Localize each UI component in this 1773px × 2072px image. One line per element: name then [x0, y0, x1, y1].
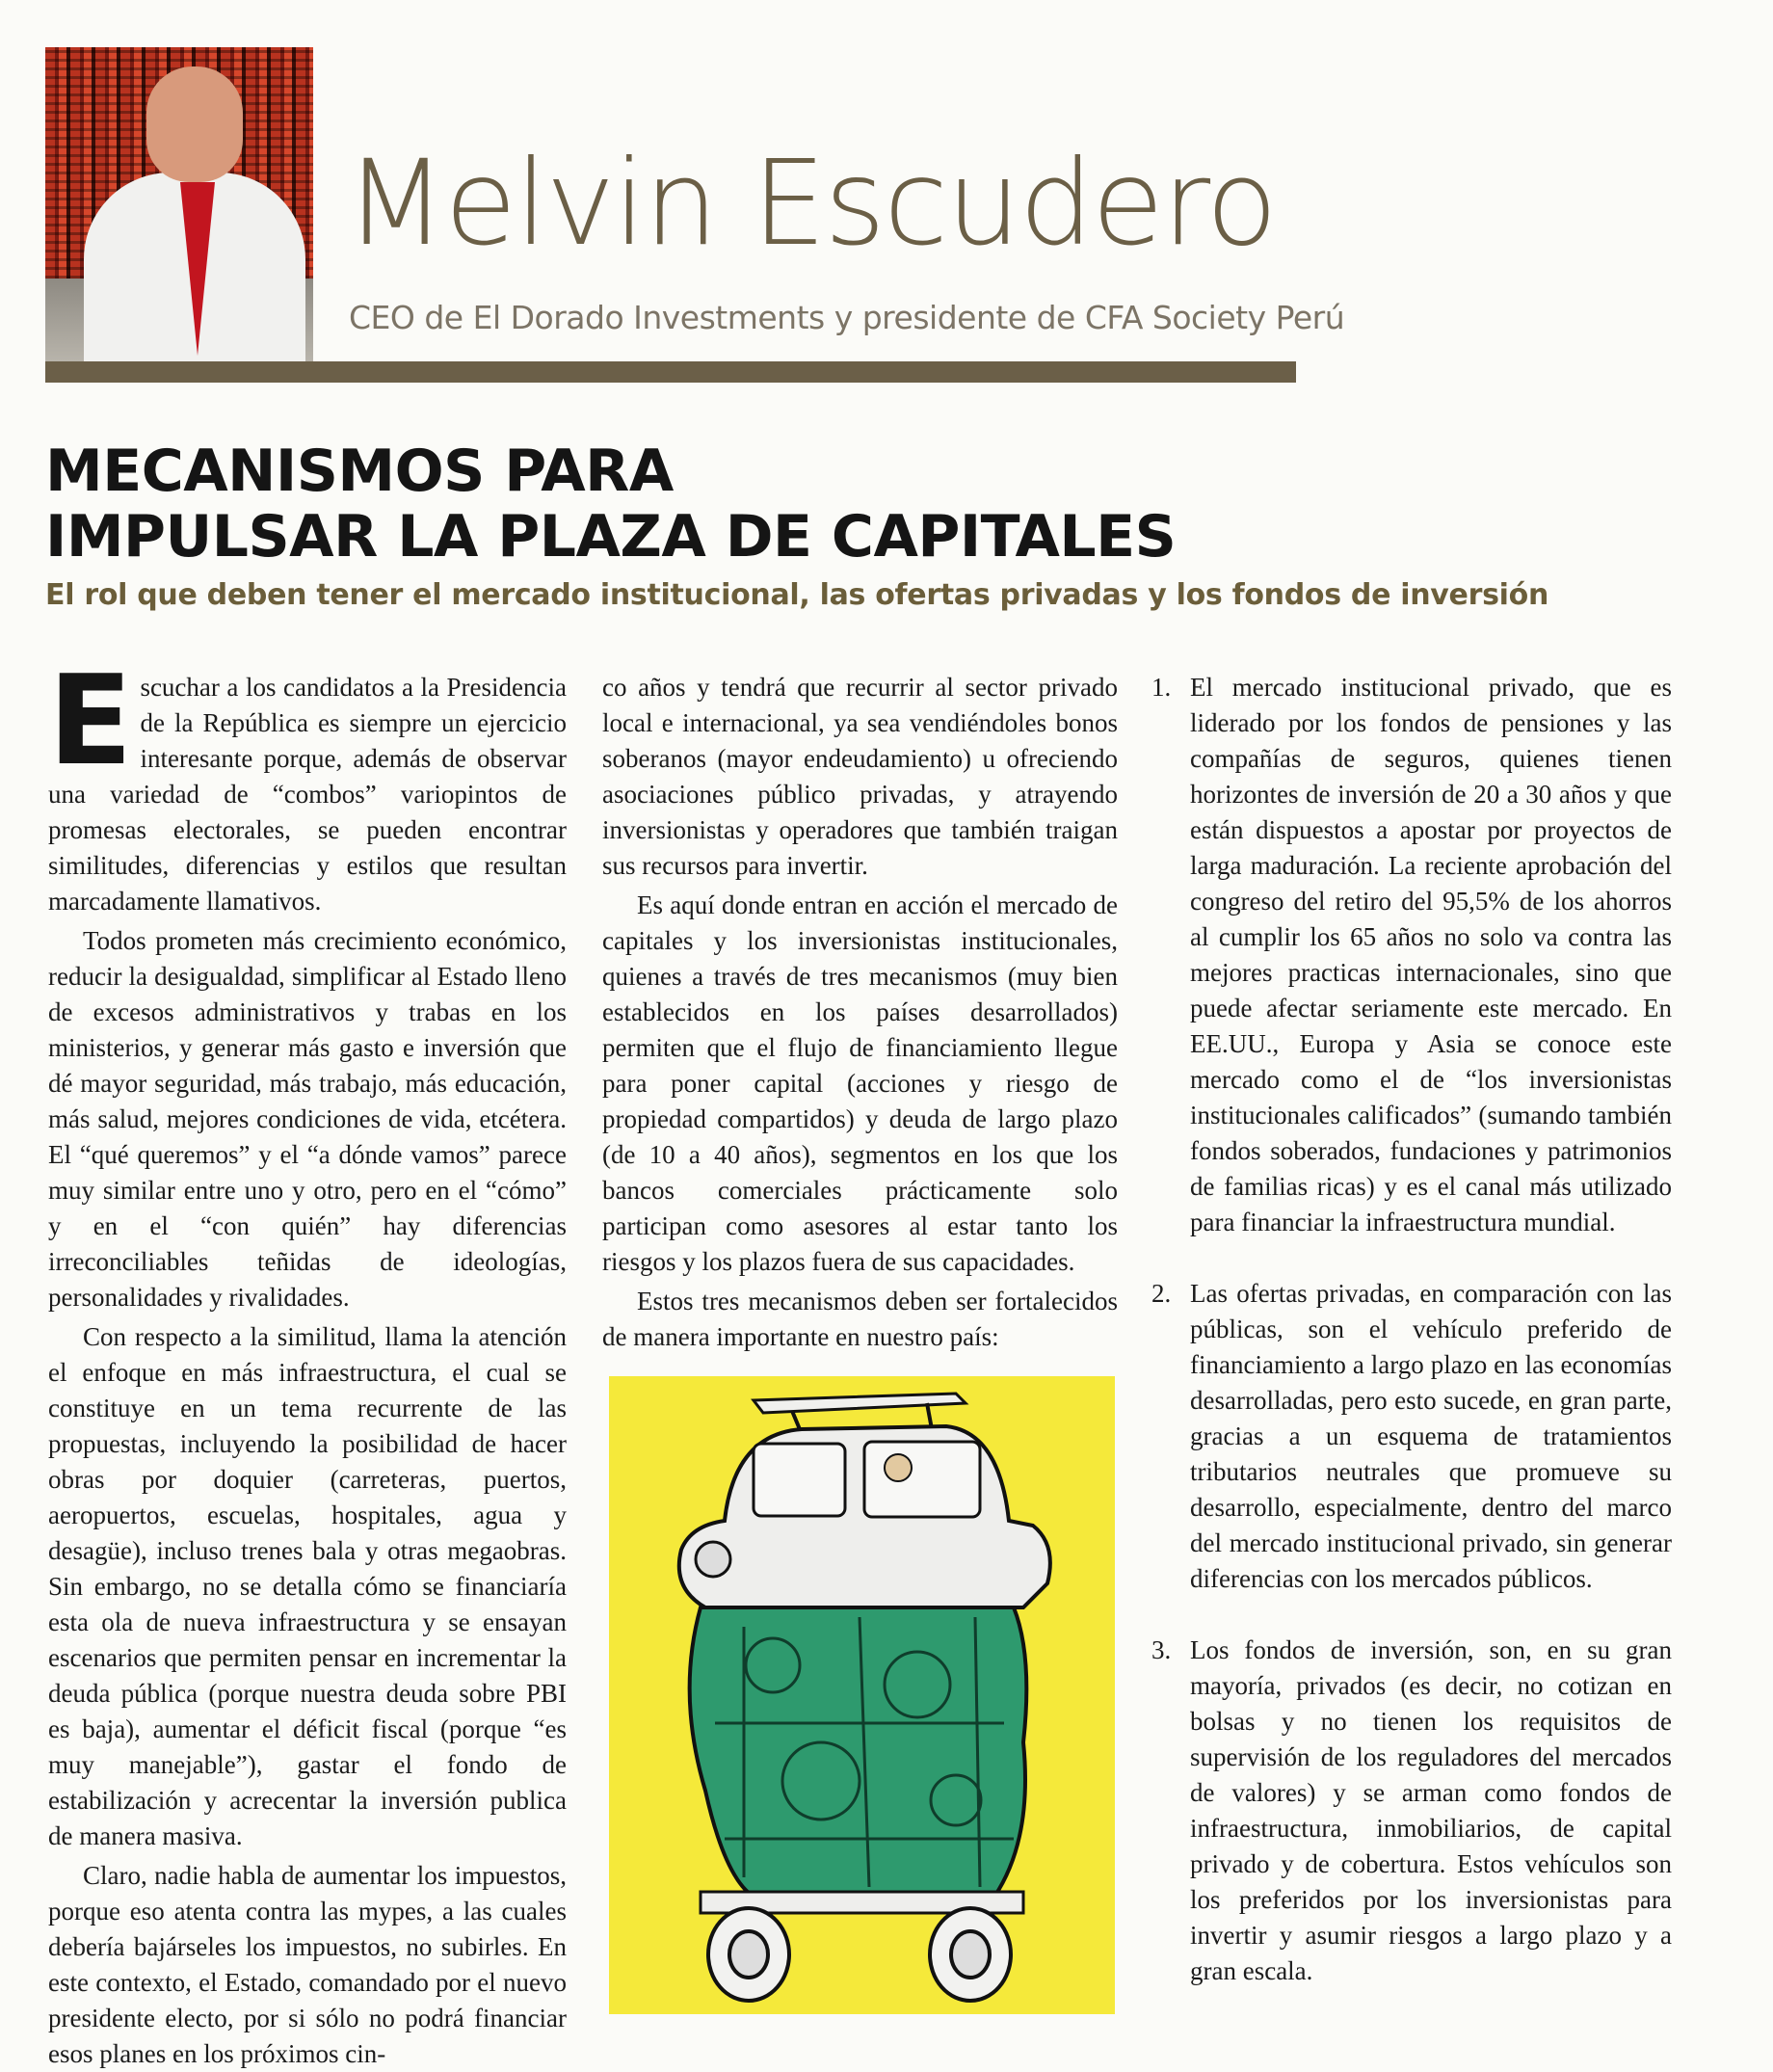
paragraph: Estos tres mecanismos deben ser fortalecidos de manera importante en nuestro país:: [602, 1287, 1118, 1351]
paragraph: Escuchar a los candidatos a la Presidencia de la República es siempre un ejercicio interesante porque, además de observar una variedad de “combos” variopintos de promesas electorales, se pueden encontrar similitudes, diferencias y estilos que resultan marcadamente llamativos.: [48, 650, 567, 916]
paragraph: Claro, nadie habla de aumentar los impuestos, porque eso atenta contra las mypes, a las cuales debería bajárseles los impuestos, no subirles. En este contexto, el Estado, comandado por el nuevo presidente electo, por si sólo no podrá financiar esos planes en los próximos cin-: [48, 1861, 567, 2068]
author-photo: [45, 47, 313, 361]
mechanisms-list: [1151, 670, 1672, 1989]
headline-line-2: IMPULSAR LA PLAZA DE CAPITALES: [45, 503, 1177, 571]
author-name: Melvin Escudero: [345, 135, 1277, 272]
subheadline: El rol que deben tener el mercado institucional, las ofertas privadas y los fondos de inversión: [45, 578, 1549, 612]
paragraph: co años y tendrá que recurrir al sector privado local e internacional, ya sea vendiéndoles bonos soberanos (mayor endeudamiento) u ofreciendo asociaciones público privadas, y atrayendo inversionistas y operadores que también traigan sus recursos para invertir.: [602, 673, 1118, 880]
car-engine-illustration: [609, 1376, 1115, 2014]
author-role: CEO de El Dorado Investments y presidente de CFA Society Perú: [349, 299, 1345, 336]
header-rule: [45, 361, 1296, 383]
paragraph: Es aquí donde entran en acción el mercado de capitales y los inversionistas institucionales, quienes a través de tres mecanismos (muy bien establecidos en los países desarrollados) permiten que el flujo de financiamiento llegue para poner capital (acciones y riesgo de propiedad compartidos) y deuda de largo plazo (de 10 a 40 años), segmentos en los que los bancos comerciales prácticamente solo participan como asesores al estar tanto los riesgos y los plazos fuera de sus capacidades.: [602, 890, 1118, 1276]
list-item: 2. Las ofertas privadas, en comparación con las públicas, son el vehículo preferido de financiamiento a largo plazo en las economías desarrolladas, pero esto sucede, en gran parte, gracias a un esquema de tratamientos tributarios neutrales que promueve su desarrollo, especialmente, dentro del marco del mercado institucional privado, sin generar diferencias con los mercados públicos.: [1151, 1279, 1672, 1593]
headline: [45, 438, 1176, 570]
drop-cap: E: [48, 650, 133, 793]
list-item: 3. Los fondos de inversión, son, en su gran mayoría, privados (es decir, no cotizan en bolsas y no tienen los requisitos de supervisión de los reguladores del mercados de valores) y se arman como fondos de infraestructura, inmobiliarios, de capital privado y de cobertura. Estos vehículos son los preferidos por los inversionistas para invertir y asumir riesgos a largo plazo y a gran escala.: [1151, 1635, 1672, 1985]
paragraph: Todos prometen más crecimiento económico, reducir la desigualdad, simplificar al Estado lleno de excesos administrativos y trabas en los ministerios, y generar más gasto e inversión que dé mayor seguridad, más trabajo, más educación, más salud, mejores condiciones de vida, etcétera. El “qué queremos” y el “a dónde vamos” parece muy similar entre uno y otro, pero en el “cómo” y en el “con quién” hay diferencias irreconciliables teñidas de ideologías, personalidades y rivalidades.: [48, 926, 567, 1312]
paragraph: Con respecto a la similitud, llama la atención el enfoque en más infraestructura, el cual se constituye en un tema recurrente de las propuestas, incluyendo la posibilidad de hacer obras por doquier (carreteras, puertos, aeropuertos, escuelas, hospitales, agua y desagüe), incluso trenes bala y otras megaobras. Sin embargo, no se detalla cómo se financiaría esta ola de nueva infraestructura y se ensayan escenarios que permiten pensar en incrementar la deuda pública (porque nuestra deuda sobre PBI es baja), aumentar el déficit fiscal (porque “es muy manejable”), gastar el fondo de estabilización y acrecentar la inversión publica de manera masiva.: [48, 1322, 567, 1850]
article-column-1: [48, 650, 567, 2072]
article-column-2: [602, 670, 1118, 1355]
headline-line-1: MECANISMOS PARA: [45, 438, 674, 505]
list-item: 1. El mercado institucional privado, que es liderado por los fondos de pensiones y las compañías de seguros, quienes tienen horizontes de inversión de 20 a 30 años y que están dispuestos a apostar por proyectos de larga maduración. La reciente aprobación del congreso del retiro del 95,5% de los ahorros al cumplir los 65 años no solo va contra las mejores practicas internacionales, sino que puede afectar seriamente este mercado. En EE.UU., Europa y Asia se conoce este mercado como el de “los inversionistas institucionales calificados” (sumando también fondos soberados, fundaciones y patrimonios de familias ricas) y es el canal más utilizado para financiar la infraestructura mundial.: [1151, 673, 1672, 1236]
article-column-3: [1151, 670, 1672, 1989]
